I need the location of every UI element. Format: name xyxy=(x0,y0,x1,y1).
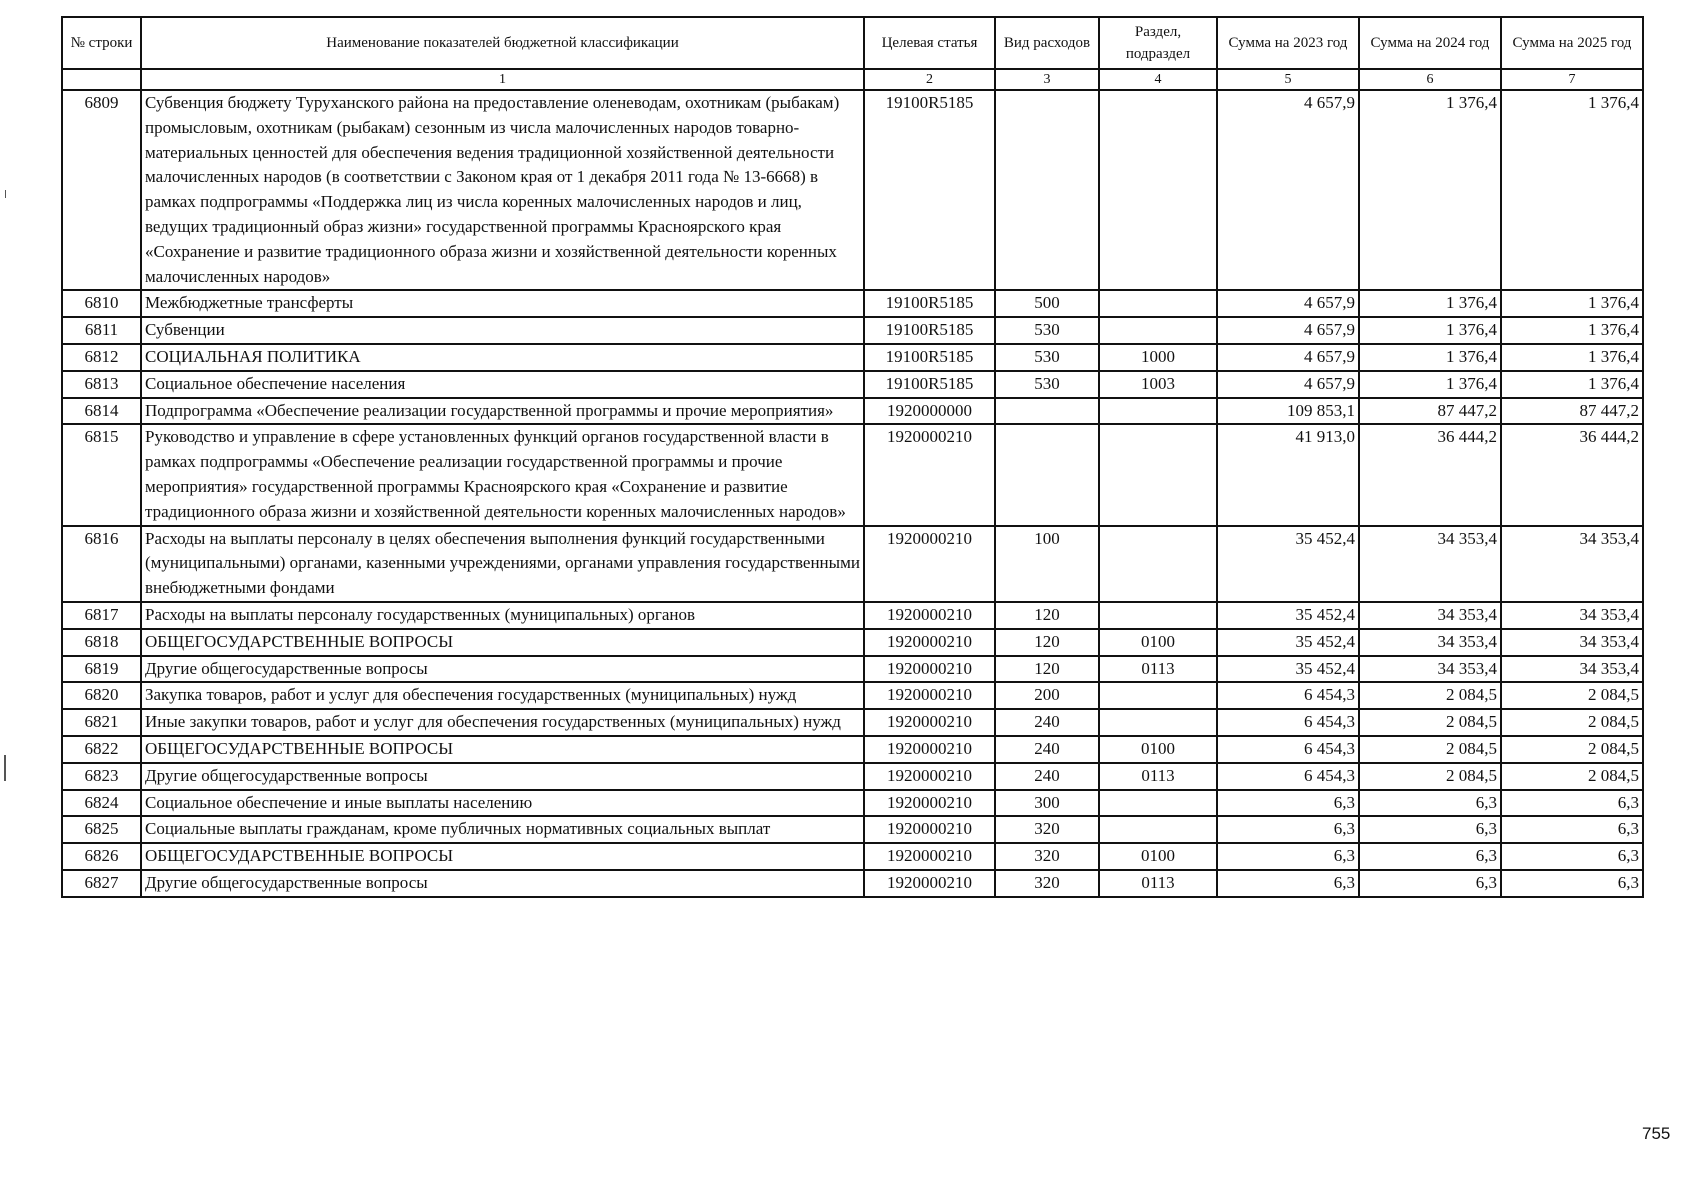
sum-2024: 6,3 xyxy=(1359,790,1501,817)
header-article: Целевая статья xyxy=(864,17,995,69)
table-row xyxy=(62,526,1643,602)
header-row xyxy=(62,17,1643,69)
column-number: 2 xyxy=(864,69,995,90)
indicator-name: Межбюджетные трансферты xyxy=(141,290,864,317)
sum-2025: 1 376,4 xyxy=(1501,371,1643,398)
row-number: 6824 xyxy=(62,790,141,817)
indicator-name: Расходы на выплаты персоналу государственных (муниципальных) органов xyxy=(141,602,864,629)
section-code: 0113 xyxy=(1099,763,1217,790)
expense-type xyxy=(995,90,1099,290)
section-code xyxy=(1099,682,1217,709)
sum-2024: 36 444,2 xyxy=(1359,424,1501,525)
indicator-name: Подпрограмма «Обеспечение реализации государственной программы и прочие мероприятия» xyxy=(141,398,864,425)
indicator-name: Расходы на выплаты персоналу в целях обеспечения выполнения функций государственными (муниципальными) органами, казенными учреждениями, органами управления государственными внебюджетными фондами xyxy=(141,526,864,602)
sum-2024: 2 084,5 xyxy=(1359,709,1501,736)
indicator-name: Субвенция бюджету Туруханского района на предоставление оленеводам, охотникам (рыбакам) промысловым, охотникам (рыбакам) сезонным из числа малочисленных народов товарно-материальных ценностей для обеспечения ведения традиционной хозяйственной деятельности малочисленных народов (в соответствии с Законом края от 1 декабря 2011 года № 13-6668) в рамках подпрограммы «Поддержка лиц из числа коренных малочисленных народов и лиц, ведущих традиционный образ жизни» государственной программы Красноярского края «Сохранение и развитие традиционного образа жизни и хозяйственной деятельности коренных малочисленных народов» xyxy=(141,90,864,290)
sum-2024: 6,3 xyxy=(1359,870,1501,897)
target-article: 1920000210 xyxy=(864,602,995,629)
sum-2023: 6 454,3 xyxy=(1217,709,1359,736)
section-code: 0100 xyxy=(1099,736,1217,763)
sum-2025: 1 376,4 xyxy=(1501,344,1643,371)
expense-type: 320 xyxy=(995,843,1099,870)
table-row xyxy=(62,656,1643,683)
sum-2023: 6 454,3 xyxy=(1217,763,1359,790)
expense-type: 500 xyxy=(995,290,1099,317)
sum-2025: 6,3 xyxy=(1501,843,1643,870)
target-article: 1920000210 xyxy=(864,629,995,656)
table-row xyxy=(62,344,1643,371)
sum-2023: 35 452,4 xyxy=(1217,526,1359,602)
column-number: 4 xyxy=(1099,69,1217,90)
indicator-name: Другие общегосударственные вопросы xyxy=(141,870,864,897)
table-row xyxy=(62,736,1643,763)
sum-2024: 34 353,4 xyxy=(1359,602,1501,629)
sum-2023: 4 657,9 xyxy=(1217,371,1359,398)
indicator-name: ОБЩЕГОСУДАРСТВЕННЫЕ ВОПРОСЫ xyxy=(141,843,864,870)
target-article: 1920000210 xyxy=(864,424,995,525)
sum-2023: 6 454,3 xyxy=(1217,736,1359,763)
target-article: 1920000210 xyxy=(864,736,995,763)
row-number: 6812 xyxy=(62,344,141,371)
section-code xyxy=(1099,602,1217,629)
target-article: 19100R5185 xyxy=(864,371,995,398)
table-row xyxy=(62,843,1643,870)
sum-2025: 2 084,5 xyxy=(1501,682,1643,709)
table-row xyxy=(62,816,1643,843)
target-article: 1920000210 xyxy=(864,870,995,897)
sum-2024: 2 084,5 xyxy=(1359,763,1501,790)
target-article: 1920000210 xyxy=(864,816,995,843)
header-sum-2024: Сумма на 2024 год xyxy=(1359,17,1501,69)
row-number: 6811 xyxy=(62,317,141,344)
target-article: 19100R5185 xyxy=(864,317,995,344)
indicator-name: Социальные выплаты гражданам, кроме публичных нормативных социальных выплат xyxy=(141,816,864,843)
table-row xyxy=(62,790,1643,817)
target-article: 1920000210 xyxy=(864,790,995,817)
target-article: 19100R5185 xyxy=(864,90,995,290)
header-sum-2023: Сумма на 2023 год xyxy=(1217,17,1359,69)
page-number: 755 xyxy=(1642,1124,1671,1143)
expense-type: 120 xyxy=(995,602,1099,629)
row-number: 6826 xyxy=(62,843,141,870)
table-row xyxy=(62,602,1643,629)
header-section: Раздел, подраздел xyxy=(1099,17,1217,69)
expense-type: 530 xyxy=(995,317,1099,344)
section-code: 0100 xyxy=(1099,629,1217,656)
target-article: 19100R5185 xyxy=(864,290,995,317)
expense-type: 320 xyxy=(995,816,1099,843)
sum-2025: 1 376,4 xyxy=(1501,290,1643,317)
sum-2025: 6,3 xyxy=(1501,790,1643,817)
sum-2024: 1 376,4 xyxy=(1359,290,1501,317)
row-number: 6820 xyxy=(62,682,141,709)
indicator-name: Закупка товаров, работ и услуг для обеспечения государственных (муниципальных) нужд xyxy=(141,682,864,709)
sum-2024: 6,3 xyxy=(1359,816,1501,843)
sum-2024: 1 376,4 xyxy=(1359,90,1501,290)
column-number: 5 xyxy=(1217,69,1359,90)
expense-type xyxy=(995,398,1099,425)
indicator-name: Социальное обеспечение и иные выплаты населению xyxy=(141,790,864,817)
indicator-name: Другие общегосударственные вопросы xyxy=(141,763,864,790)
table-row xyxy=(62,709,1643,736)
column-number xyxy=(62,69,141,90)
table-row xyxy=(62,317,1643,344)
budget-table xyxy=(61,16,1644,898)
expense-type: 100 xyxy=(995,526,1099,602)
target-article: 1920000210 xyxy=(864,682,995,709)
sum-2023: 109 853,1 xyxy=(1217,398,1359,425)
sum-2025: 6,3 xyxy=(1501,870,1643,897)
expense-type: 120 xyxy=(995,629,1099,656)
table-row xyxy=(62,682,1643,709)
sum-2025: 34 353,4 xyxy=(1501,629,1643,656)
sum-2023: 6 454,3 xyxy=(1217,682,1359,709)
sum-2024: 34 353,4 xyxy=(1359,629,1501,656)
sum-2023: 35 452,4 xyxy=(1217,602,1359,629)
section-code xyxy=(1099,709,1217,736)
row-number: 6810 xyxy=(62,290,141,317)
target-article: 1920000210 xyxy=(864,763,995,790)
table-row xyxy=(62,290,1643,317)
scan-mark xyxy=(5,190,6,198)
table-row xyxy=(62,424,1643,525)
expense-type: 530 xyxy=(995,344,1099,371)
indicator-name: Социальное обеспечение населения xyxy=(141,371,864,398)
sum-2023: 4 657,9 xyxy=(1217,344,1359,371)
expense-type: 320 xyxy=(995,870,1099,897)
sum-2023: 41 913,0 xyxy=(1217,424,1359,525)
sum-2024: 34 353,4 xyxy=(1359,526,1501,602)
sum-2023: 4 657,9 xyxy=(1217,290,1359,317)
row-number: 6813 xyxy=(62,371,141,398)
row-number: 6809 xyxy=(62,90,141,290)
scan-mark xyxy=(4,755,6,781)
section-code xyxy=(1099,398,1217,425)
section-code xyxy=(1099,290,1217,317)
target-article: 1920000210 xyxy=(864,709,995,736)
expense-type: 240 xyxy=(995,709,1099,736)
target-article: 1920000210 xyxy=(864,656,995,683)
sum-2025: 1 376,4 xyxy=(1501,317,1643,344)
sum-2025: 34 353,4 xyxy=(1501,602,1643,629)
sum-2025: 2 084,5 xyxy=(1501,709,1643,736)
target-article: 1920000210 xyxy=(864,526,995,602)
row-number: 6817 xyxy=(62,602,141,629)
sum-2025: 1 376,4 xyxy=(1501,90,1643,290)
column-number: 1 xyxy=(141,69,864,90)
section-code: 0100 xyxy=(1099,843,1217,870)
table-row xyxy=(62,371,1643,398)
sum-2025: 2 084,5 xyxy=(1501,763,1643,790)
sum-2023: 35 452,4 xyxy=(1217,656,1359,683)
sum-2025: 34 353,4 xyxy=(1501,526,1643,602)
indicator-name: ОБЩЕГОСУДАРСТВЕННЫЕ ВОПРОСЫ xyxy=(141,629,864,656)
expense-type: 300 xyxy=(995,790,1099,817)
section-code xyxy=(1099,790,1217,817)
table-row xyxy=(62,398,1643,425)
section-code xyxy=(1099,424,1217,525)
row-number: 6818 xyxy=(62,629,141,656)
section-code: 0113 xyxy=(1099,656,1217,683)
section-code xyxy=(1099,526,1217,602)
expense-type: 120 xyxy=(995,656,1099,683)
sum-2023: 4 657,9 xyxy=(1217,90,1359,290)
row-number: 6823 xyxy=(62,763,141,790)
sum-2024: 6,3 xyxy=(1359,843,1501,870)
expense-type: 240 xyxy=(995,763,1099,790)
column-number-row xyxy=(62,69,1643,90)
header-name: Наименование показателей бюджетной классификации xyxy=(141,17,864,69)
sum-2023: 4 657,9 xyxy=(1217,317,1359,344)
column-number: 6 xyxy=(1359,69,1501,90)
sum-2023: 6,3 xyxy=(1217,816,1359,843)
sum-2024: 34 353,4 xyxy=(1359,656,1501,683)
indicator-name: СОЦИАЛЬНАЯ ПОЛИТИКА xyxy=(141,344,864,371)
sum-2025: 2 084,5 xyxy=(1501,736,1643,763)
target-article: 19100R5185 xyxy=(864,344,995,371)
section-code xyxy=(1099,90,1217,290)
table-row xyxy=(62,629,1643,656)
row-number: 6821 xyxy=(62,709,141,736)
row-number: 6815 xyxy=(62,424,141,525)
expense-type xyxy=(995,424,1099,525)
target-article: 1920000000 xyxy=(864,398,995,425)
sum-2024: 1 376,4 xyxy=(1359,317,1501,344)
row-number: 6822 xyxy=(62,736,141,763)
column-number: 7 xyxy=(1501,69,1643,90)
target-article: 1920000210 xyxy=(864,843,995,870)
header-expense-type: Вид расходов xyxy=(995,17,1099,69)
sum-2025: 36 444,2 xyxy=(1501,424,1643,525)
sum-2024: 2 084,5 xyxy=(1359,682,1501,709)
sum-2025: 87 447,2 xyxy=(1501,398,1643,425)
row-number: 6814 xyxy=(62,398,141,425)
row-number: 6825 xyxy=(62,816,141,843)
section-code xyxy=(1099,816,1217,843)
sum-2025: 34 353,4 xyxy=(1501,656,1643,683)
section-code xyxy=(1099,317,1217,344)
section-code: 1003 xyxy=(1099,371,1217,398)
section-code: 1000 xyxy=(1099,344,1217,371)
sum-2023: 6,3 xyxy=(1217,790,1359,817)
indicator-name: ОБЩЕГОСУДАРСТВЕННЫЕ ВОПРОСЫ xyxy=(141,736,864,763)
expense-type: 530 xyxy=(995,371,1099,398)
expense-type: 240 xyxy=(995,736,1099,763)
table-row xyxy=(62,870,1643,897)
sum-2024: 1 376,4 xyxy=(1359,344,1501,371)
indicator-name: Иные закупки товаров, работ и услуг для обеспечения государственных (муниципальных) нужд xyxy=(141,709,864,736)
sum-2023: 35 452,4 xyxy=(1217,629,1359,656)
expense-type: 200 xyxy=(995,682,1099,709)
sum-2025: 6,3 xyxy=(1501,816,1643,843)
header-sum-2025: Сумма на 2025 год xyxy=(1501,17,1643,69)
indicator-name: Субвенции xyxy=(141,317,864,344)
column-number: 3 xyxy=(995,69,1099,90)
sum-2024: 87 447,2 xyxy=(1359,398,1501,425)
sum-2023: 6,3 xyxy=(1217,843,1359,870)
row-number: 6827 xyxy=(62,870,141,897)
row-number: 6816 xyxy=(62,526,141,602)
indicator-name: Другие общегосударственные вопросы xyxy=(141,656,864,683)
sum-2023: 6,3 xyxy=(1217,870,1359,897)
table-row xyxy=(62,763,1643,790)
table-row xyxy=(62,90,1643,290)
header-row-num: № строки xyxy=(62,17,141,69)
indicator-name: Руководство и управление в сфере установленных функций органов государственной власти в рамках подпрограммы «Обеспечение реализации государственной программы и прочие мероприятия» государственной программы Красноярского края «Сохранение и развитие традиционного образа жизни и хозяйственной деятельности коренных малочисленных народов» xyxy=(141,424,864,525)
section-code: 0113 xyxy=(1099,870,1217,897)
sum-2024: 2 084,5 xyxy=(1359,736,1501,763)
row-number: 6819 xyxy=(62,656,141,683)
sum-2024: 1 376,4 xyxy=(1359,371,1501,398)
